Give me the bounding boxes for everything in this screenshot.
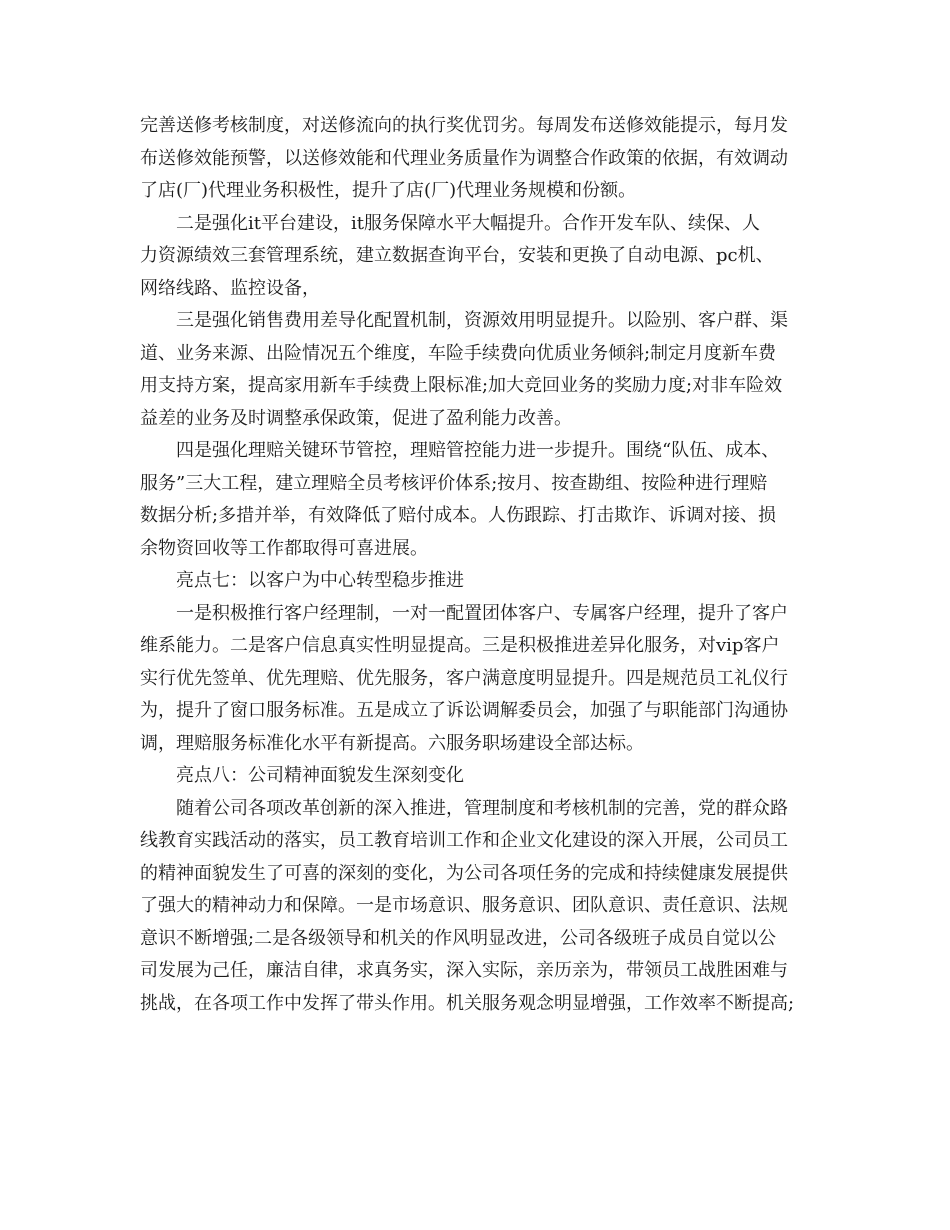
text-line: 为，提升了窗口服务标准。五是成立了诉讼调解委员会，加强了与职能部门沟通协 xyxy=(140,700,788,721)
text-line: 布送修效能预警，以送修效能和代理业务质量作为调整合作政策的依据，有效调动 xyxy=(140,147,788,169)
text-line: 实行优先签单、优先理赔、优先服务，客户满意度明显提升。四是规范员工礼仪行 xyxy=(140,667,788,689)
text-line: 三是强化销售费用差导化配置机制，资源效用明显提升。以险别、客户群、渠 xyxy=(176,310,788,331)
text-line: 亮点七：以客户为中心转型稳步推进 xyxy=(176,570,464,591)
text-line: 随着公司各项改革创新的深入推进，管理制度和考核机制的完善，党的群众路 xyxy=(176,797,788,819)
text-line: 意识不断增强;二是各级领导和机关的作风明显改进，公司各级班子成员自觉以公 xyxy=(140,927,777,949)
text-line: 网络线路、监控设备， xyxy=(140,277,320,299)
text-line: 线教育实践活动的落实，员工教育培训工作和企业文化建设的深入开展，公司员工 xyxy=(140,830,788,851)
text-line: 亮点八：公司精神面貌发生深刻变化 xyxy=(176,765,464,786)
text-line: 四是强化理赔关键环节管控，理赔管控能力进一步提升。围绕“队伍、成本、 xyxy=(176,440,780,461)
text-line: 益差的业务及时调整承保政策，促进了盈利能力改善。 xyxy=(140,407,572,429)
text-line: 服务”三大工程，建立理赔全员考核评价体系;按月、按查勘组、按险种进行理赔 xyxy=(140,472,768,494)
text-line: 完善送修考核制度，对送修流向的执行奖优罚劣。每周发布送修效能提示，每月发 xyxy=(140,115,788,136)
text-line: 余物资回收等工作都取得可喜进展。 xyxy=(140,537,428,559)
text-line: 道、业务来源、出险情况五个维度，车险手续费向优质业务倾斜;制定月度新车费 xyxy=(140,342,777,364)
text-line: 数据分析;多措并举，有效降低了赔付成本。人伤跟踪、打击欺诈、诉调对接、损 xyxy=(140,505,777,526)
text-line: 了店(厂)代理业务积极性，提升了店(厂)代理业务规模和份额。 xyxy=(140,180,637,201)
text-line: 挑战，在各项工作中发挥了带头作用。机关服务观念明显增强，工作效率不断提高; xyxy=(140,992,795,1014)
text-line: 了强大的精神动力和保障。一是市场意识、服务意识、团队意识、责任意识、法规 xyxy=(140,895,788,916)
text-line: 用支持方案，提高家用新车手续费上限标准;加大竞回业务的奖励力度;对非车险效 xyxy=(140,375,783,396)
text-line: 的精神面貌发生了可喜的深刻的变化，为公司各项任务的完成和持续健康发展提供 xyxy=(140,862,788,884)
text-line: 维系能力。二是客户信息真实性明显提高。三是积极推进差异化服务，对vip客户 xyxy=(140,635,780,656)
text-line: 调，理赔服务标准化水平有新提高。六服务职场建设全部达标。 xyxy=(140,732,644,754)
document-body xyxy=(140,110,820,1020)
text-line: 力资源绩效三套管理系统，建立数据查询平台，安装和更换了自动电源、pc机、 xyxy=(140,245,774,266)
text-line: 司发展为己任，廉洁自律，求真务实，深入实际，亲历亲为，带领员工战胜困难与 xyxy=(140,960,788,981)
text-line: 二是强化it平台建设，it服务保障水平大幅提升。合作开发车队、续保、人 xyxy=(176,212,760,234)
text-line: 一是积极推行客户经理制，一对一配置团体客户、专属客户经理，提升了客户 xyxy=(176,602,788,624)
